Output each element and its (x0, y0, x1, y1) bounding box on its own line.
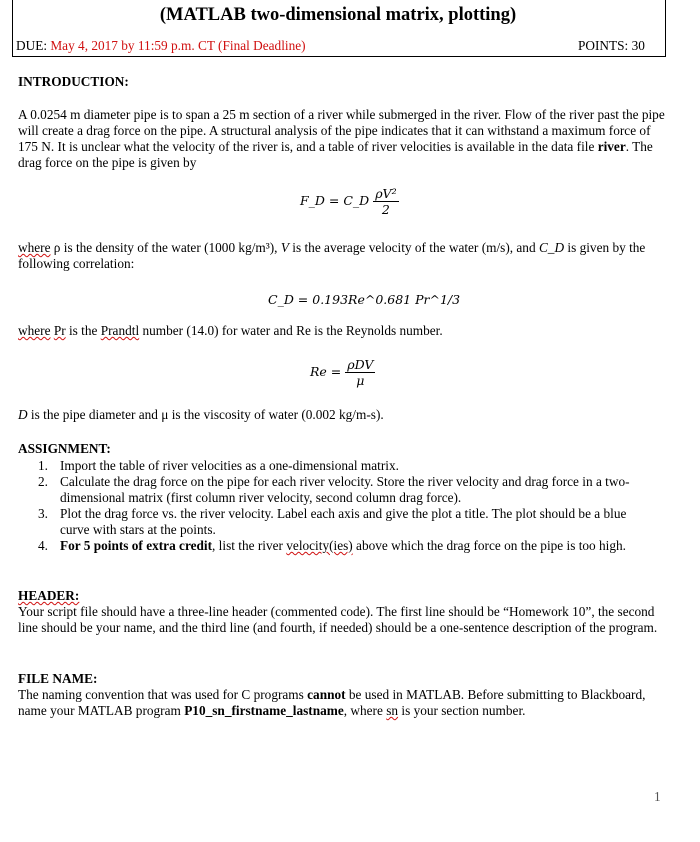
text-bold: cannot (307, 687, 346, 702)
header-paragraph: Your script file should have a three-line header (commented code). The first line should be “Homework 10”, the second line should be your name, and the third line (and fourth, if needed) should be a one-sentence description of the program. (18, 604, 658, 635)
intro-paragraph (18, 107, 668, 171)
item-number: 1. (38, 458, 48, 473)
list-item (18, 538, 648, 554)
item-text: velocity(ies) (286, 538, 353, 553)
list-item (18, 506, 648, 538)
doc-title: (MATLAB two-dimensional matrix, plotting) (159, 5, 517, 25)
text: Prandtl (100, 323, 140, 338)
text: is the pipe diameter and μ is the viscosity of water (0.002 kg/m-s). (27, 407, 384, 422)
text: is the (65, 323, 101, 338)
eq-lhs: F_D = C_D (300, 193, 370, 208)
item-number: 4. (38, 538, 48, 553)
eq-denominator: μ (356, 373, 365, 388)
text: D (18, 407, 28, 422)
item-text: Calculate the drag force on the pipe for each river velocity. Store the river velocity and drag force in a two-dimensional matrix (first column river velocity, second column drag force). (60, 474, 630, 505)
due-value: May 4, 2017 by 11:59 p.m. CT (Final Deadline) (50, 38, 306, 53)
text: , where (343, 703, 387, 718)
due-date (16, 38, 306, 54)
item-text: above which the drag force on the pipe is too high. (352, 538, 626, 553)
eq-numerator: ρDV (347, 357, 374, 372)
list-item (18, 474, 648, 506)
file-name-paragraph (18, 687, 658, 719)
text: HEADER: (18, 588, 80, 603)
text: C_D (538, 240, 565, 255)
text-bold: river (597, 139, 626, 154)
text: V (280, 240, 289, 255)
eq-denominator: 2 (381, 202, 390, 217)
text: sn (386, 703, 399, 718)
text: is your section number. (398, 703, 526, 718)
eq-numerator: ρV² (375, 186, 397, 201)
assignment-heading: ASSIGNMENT: (18, 441, 111, 456)
intro-heading: INTRODUCTION: (18, 74, 129, 89)
equation-reynolds (310, 357, 375, 388)
item-text: Import the table of river velocities as a one-dimensional matrix. (60, 458, 399, 473)
diameter-paragraph (18, 407, 668, 423)
assignment-list (18, 458, 648, 554)
text: ρ is the density of the water (1000 kg/m³), (50, 240, 281, 255)
item-number: 3. (38, 506, 48, 521)
equation-drag-force (300, 186, 399, 217)
text: where (18, 323, 51, 338)
text: number (14.0) for water and Re is the Reynolds number. (139, 323, 443, 338)
header-heading (18, 588, 79, 604)
text: be used in MATLAB. Before submitting to Blackboard, name your MATLAB program (18, 687, 646, 718)
item-text-bold: For 5 points of extra credit (60, 538, 213, 553)
file-name-heading: FILE NAME: (18, 671, 98, 686)
due-label: DUE: (16, 38, 48, 53)
text: The naming convention that was used for C programs (18, 687, 308, 702)
eq-lhs: Re = (310, 364, 342, 379)
prandtl-paragraph (18, 323, 668, 339)
text: . The drag force on the pipe is given by (18, 139, 653, 170)
density-paragraph (18, 240, 668, 272)
text-bold: P10_sn_firstname_lastname (184, 703, 344, 718)
text: is given by the following correlation: (18, 240, 646, 271)
equation-drag-coefficient: C_D = 0.193Re^0.681 Pr^1/3 (268, 292, 461, 307)
points: POINTS: 30 (578, 38, 645, 53)
text: Pr (53, 323, 66, 338)
item-text: , list the river (212, 538, 287, 553)
item-text: Plot the drag force vs. the river velocity. Label each axis and give the plot a title. The plot should be a blue curve with stars at the points. (60, 506, 627, 537)
text: A 0.0254 m diameter pipe is to span a 25 m section of a river while submerged in the river. Flow of the river past the pipe will create a drag force on the pipe. A structural analysis of the pipe indicates that it can withstand a maximum force of 175 N. It is unclear what the velocity of the river is, and a table of river velocities is available in the data file (18, 107, 665, 154)
item-number: 2. (38, 474, 48, 489)
text: where (18, 240, 51, 255)
list-item (18, 458, 648, 474)
text: is the average velocity of the water (m/s), and (288, 240, 539, 255)
page-number: 1 (654, 789, 661, 804)
